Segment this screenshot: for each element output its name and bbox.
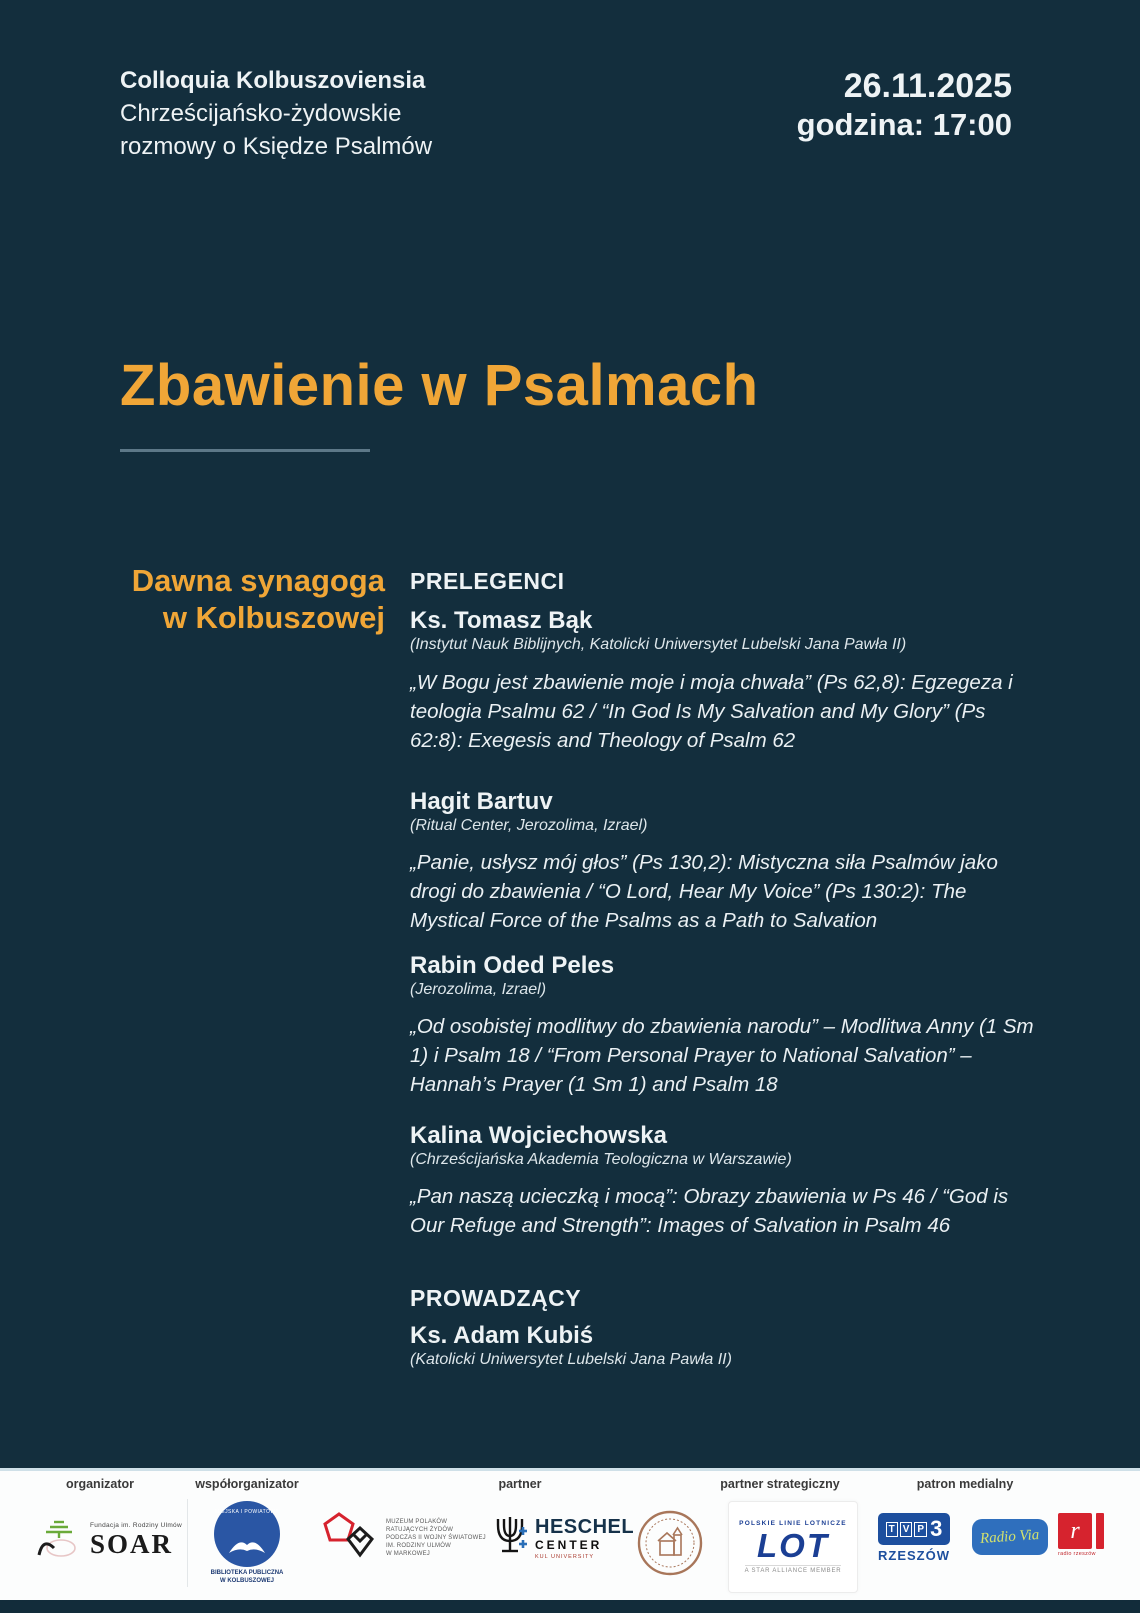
speaker-name: Kalina Wojciechowska — [410, 1122, 667, 1149]
soar-wordmark: SOAR — [90, 1528, 174, 1559]
museum-name-line2: RATUJĄCYCH ŻYDÓW — [386, 1526, 454, 1533]
moderator-affiliation: (Katolicki Uniwersytet Lubelski Jana Pawła II) — [410, 1351, 732, 1368]
tvp-letter-t: T — [886, 1522, 898, 1537]
speaker-affiliation: (Chrześcijańska Akademia Teologiczna w Warszawie) — [410, 1151, 792, 1168]
library-caption-line1: BIBLIOTEKA PUBLICZNA — [210, 1570, 284, 1576]
series-header — [120, 64, 432, 163]
soar-foundation-name: Fundacja im. Rodziny Ulmów — [90, 1521, 182, 1529]
tvp-letter-p: P — [914, 1522, 927, 1537]
soar-foundation-logo — [34, 1515, 182, 1566]
organizer-label: organizator — [65, 1477, 135, 1491]
event-date: 26.11.2025 — [843, 67, 1012, 105]
lot-top-text: POLSKIE LINIE LOTNICZE — [739, 1520, 847, 1527]
lot-airline-logo — [728, 1501, 858, 1593]
tree-icon — [34, 1515, 84, 1566]
series-subtitle-line2: rozmowy o Księdze Psalmów — [120, 133, 433, 160]
radio-via-logo — [972, 1519, 1048, 1555]
menorah-icon — [492, 1513, 528, 1564]
venue-line1: Dawna synagoga — [131, 563, 385, 598]
media-patron-label: patron medialny — [916, 1477, 1014, 1491]
radio-rzeszow-emblem — [1058, 1513, 1092, 1549]
house-heart-icon — [322, 1511, 378, 1564]
museum-name-line5: W MARKOWEJ — [386, 1550, 430, 1557]
museum-name-line4: IM. RODZINY ULMÓW — [386, 1542, 451, 1549]
series-title: Colloquia Kolbuszoviensia — [120, 67, 426, 94]
library-logo — [204, 1501, 290, 1585]
speaker-talk-title: „Pan naszą ucieczką i mocą”: Obrazy zbawienia w Ps 46 / “God is Our Refuge and Strength”: Images of Salvation in Psalm 46 — [410, 1185, 1009, 1237]
page-title: Zbawienie w Psalmach — [120, 353, 759, 418]
museum-name-line3: PODCZAS II WOJNY ŚWIATOWEJ — [386, 1534, 486, 1541]
museum-name-line1: MUZEUM POLAKÓW — [386, 1518, 448, 1525]
tvp3-emblem — [878, 1513, 951, 1545]
sponsors-footer — [0, 1468, 1140, 1600]
venue — [60, 562, 385, 636]
venue-line2: w Kolbuszowej — [162, 600, 385, 635]
footer-divider — [187, 1499, 188, 1587]
date-time-block — [797, 66, 1012, 144]
speaker-affiliation: (Jerozolima, Izrael) — [410, 981, 547, 998]
speaker-name: Ks. Tomasz Bąk — [410, 607, 593, 634]
tvp3-rzeszow-logo — [868, 1513, 960, 1563]
series-subtitle-line1: Chrześcijańsko-żydowskie — [120, 100, 402, 127]
speaker-affiliation: (Ritual Center, Jerozolima, Izrael) — [410, 817, 648, 834]
radio-rzeszow-bar — [1096, 1513, 1104, 1549]
speaker-talk-title: „Panie, usłysz mój głos” (Ps 130,2): Mistyczna siła Psalmów jako drogi do zbawienia / “O Lord, Hear My Voice” (Ps 130:2): The Mystical Force of the Psalms as a Path to Salvation — [410, 851, 998, 932]
tvp3-number: 3 — [930, 1516, 943, 1541]
speaker-talk-title: „W Bogu jest zbawienie moje i moja chwała” (Ps 62,8): Egzegeza i teologia Psalmu 62 / “In God Is My Salvation and My Glory” (Ps 62:8): Exegesis and Theology of Psalm 62 — [410, 671, 1013, 752]
heschel-wordmark: HESCHEL — [535, 1516, 635, 1538]
coorganizer-label: współorganizator — [195, 1477, 299, 1491]
library-caption-line2: W KOLBUSZOWEJ — [220, 1578, 274, 1584]
bottom-strip — [0, 1600, 1140, 1613]
moderator-heading: PROWADZĄCY — [410, 1285, 582, 1311]
open-book-icon — [227, 1536, 267, 1559]
tvp-letter-v: V — [900, 1522, 913, 1537]
speaker-name: Hagit Bartuv — [410, 788, 553, 815]
library-arc-text: MIEJSKA I POWIATOWA — [215, 1509, 279, 1515]
tvp3-city: RZESZÓW — [878, 1548, 950, 1563]
title-underline — [120, 449, 370, 452]
strategic-partner-label: partner strategiczny — [720, 1477, 840, 1491]
heschel-center-logo — [492, 1513, 634, 1564]
moderator-name: Ks. Adam Kubiś — [410, 1322, 594, 1349]
speaker-affiliation: (Instytut Nauk Biblijnych, Katolicki Uniwersytet Lubelski Jana Pawła II) — [410, 636, 907, 653]
radio-rzeszow-logo — [1058, 1513, 1110, 1557]
speaker-name: Rabin Oded Peles — [410, 952, 615, 979]
lot-wordmark: LOT — [757, 1527, 829, 1564]
radio-rzeszow-letter: r — [1070, 1518, 1080, 1544]
heschel-university: KUL UNIVERSITY — [535, 1554, 595, 1560]
ulma-museum-logo — [322, 1511, 486, 1564]
radio-via-wordmark: Radio Via — [979, 1526, 1041, 1547]
heschel-center-wordmark: CENTER — [535, 1538, 603, 1552]
lot-star-alliance-text: A STAR ALLIANCE MEMBER — [745, 1565, 842, 1574]
library-emblem — [214, 1501, 280, 1567]
event-time: godzina: 17:00 — [796, 107, 1012, 142]
parish-seal-logo — [636, 1509, 704, 1582]
partner-label: partner — [498, 1477, 542, 1491]
speaker-talk-title: „Od osobistej modlitwy do zbawienia narodu” – Modlitwa Anny (1 Sm 1) i Psalm 18 / “From Personal Prayer to National Salvation” – Hannah’s Prayer (1 Sm 1) and Psalm 18 — [410, 1015, 1034, 1096]
radio-rzeszow-caption: radio rzeszów — [1058, 1551, 1096, 1557]
speakers-heading: PRELEGENCI — [410, 568, 565, 594]
